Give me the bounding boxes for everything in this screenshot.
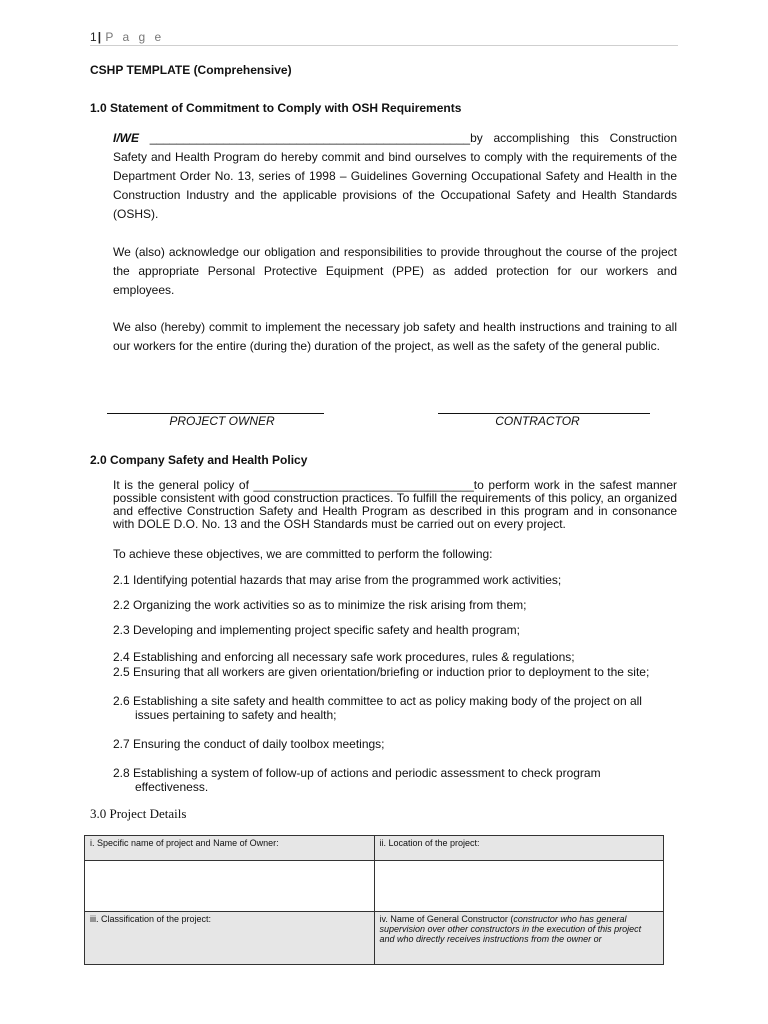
document-title: CSHP TEMPLATE (Comprehensive) (90, 63, 292, 77)
section-2-heading: 2.0 Company Safety and Health Policy (90, 453, 308, 467)
objective-item (113, 650, 677, 664)
section-3-heading: 3.0 Project Details (90, 806, 187, 821)
header-divider (90, 45, 678, 46)
project-name-owner-field[interactable] (85, 861, 375, 912)
objective-text: 2.3 Developing and implementing project specific safety and health program; (113, 623, 520, 637)
commitment-paragraph-3: We also (hereby) commit to implement the necessary job safety and health instructions and training to all our workers for the entire (during the) duration of the project, as well as the safety of the general public. (113, 320, 677, 353)
objective-item (113, 766, 677, 794)
general-constructor-note: constructor who has general supervision over other constructors in the execution of this project and who directly receives instructions from the owner or (379, 914, 642, 944)
objective-text: 2.2 Organizing the work activities so as to minimize the risk arising from them; (113, 598, 527, 612)
objective-item (113, 694, 677, 722)
page-label: P a g e (105, 30, 165, 44)
objective-continuation: issues pertaining to safety and health; (135, 708, 337, 722)
objectives-intro: To achieve these objectives, we are committed to perform the following: (113, 547, 493, 561)
objective-text: 2.7 Ensuring the conduct of daily toolbox meetings; (113, 737, 385, 751)
general-constructor-lead: iv. Name of General Constructor ( (379, 914, 514, 924)
objective-text: 2.4 Establishing and enforcing all necessary safe work procedures, rules & regulations; (113, 650, 575, 664)
objective-item (113, 598, 677, 612)
commitment-paragraph-1-text: ________________________________________________by accomplishing this Construction Safety and Health Program do hereby commit and bind ourselves to comply with the requirements of the Department Order No. 13, series of 1998 – Guidelines Governing Occupational Safety and Health in the Construction Industry and the applicable provisions of the Occupational Safety and Health Standards (OSHS). (113, 131, 677, 221)
project-classification-label: iii. Classification of the project: (85, 912, 375, 965)
objective-item (113, 623, 677, 637)
section-1-heading: 1.0 Statement of Commitment to Comply with OSH Requirements (90, 101, 462, 115)
page-separator: | (97, 30, 102, 44)
objective-item (113, 665, 677, 679)
objective-continuation: effectiveness. (135, 780, 209, 794)
page-header (90, 30, 164, 44)
objective-text: 2.1 Identifying potential hazards that may arise from the programmed work activities; (113, 573, 562, 587)
commitment-paragraph-1 (113, 129, 677, 224)
objective-text: 2.6 Establishing a site safety and health committee to act as policy making body of the project on all (113, 694, 642, 708)
project-name-owner-label: i. Specific name of project and Name of Owner: (85, 836, 375, 861)
objective-text: 2.5 Ensuring that all workers are given orientation/briefing or induction prior to deployment to the site; (113, 665, 650, 679)
project-location-label: ii. Location of the project: (374, 836, 664, 861)
project-details-table (84, 835, 664, 965)
contractor-signature-label: CONTRACTOR (495, 414, 580, 428)
objective-item (113, 573, 677, 587)
project-location-field[interactable] (374, 861, 664, 912)
general-constructor-label (374, 912, 664, 965)
owner-signature-label: PROJECT OWNER (169, 414, 275, 428)
page-number: 1 (90, 30, 97, 44)
iwe-label: I/WE (113, 131, 139, 145)
objective-text: 2.8 Establishing a system of follow-up of actions and periodic assessment to check program (113, 766, 601, 780)
objective-item (113, 737, 677, 751)
policy-paragraph: It is the general policy of _________________________________to perform work in the safest manner possible consistent with good construction practices. To fulfill the requirements of this policy, an organized and effective Construction Safety and Health Program as described in this program and in consonance with DOLE D.O. No. 13 and the OSH Standards must be carried out on every project. (113, 478, 677, 531)
commitment-paragraph-2: We (also) acknowledge our obligation and responsibilities to provide throughout the course of the project the appropriate Personal Protective Equipment (PPE) as added protection for our workers and employees. (113, 245, 677, 297)
